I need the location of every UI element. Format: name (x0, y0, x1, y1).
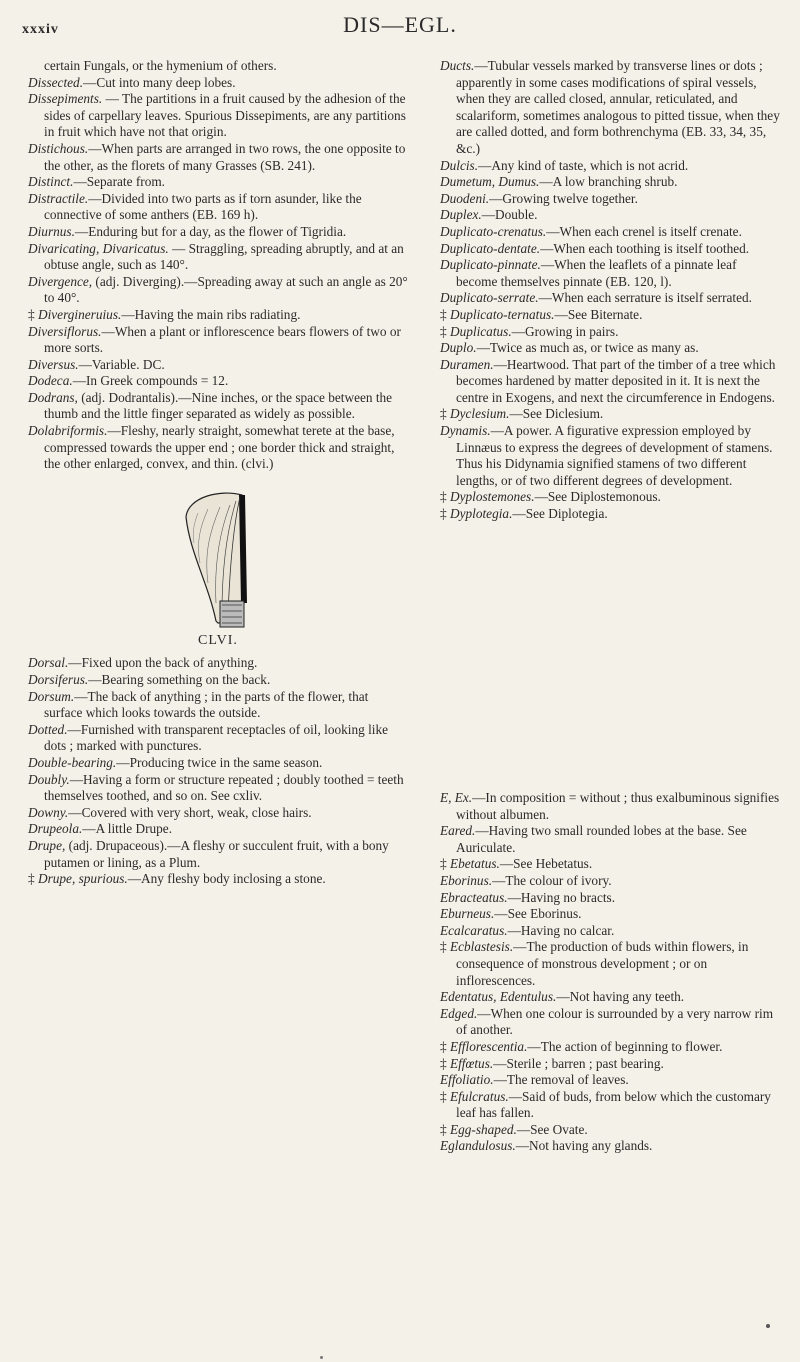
dictionary-entry (440, 1039, 780, 1056)
entry-headword: Dulcis. (440, 157, 479, 173)
dictionary-entry (440, 923, 780, 940)
entry-headword: Doubly. (28, 771, 70, 787)
entry-headword: Effoliatio. (440, 1072, 494, 1088)
dictionary-entry (440, 158, 780, 175)
entry-definition: —Cut into many deep lobes. (83, 74, 236, 90)
entry-definition: —See Diplotegia. (512, 506, 608, 522)
dagger-mark: ‡ (440, 406, 450, 422)
dagger-mark: ‡ (440, 489, 450, 505)
entry-definition: —Fixed upon the back of anything. (68, 655, 258, 671)
entry-definition: —Tubular vessels marked by transverse lines or dots ; apparently in some cases modifications of spiral vessels, when they are called closed, annular, reticulated, and scalariform, sometimes analogous to pitted tissue, when they are called dotted, and form bothrenchyma (EB. 33, 34, 35, &c.) (456, 58, 780, 156)
dictionary-entry (28, 871, 408, 888)
dictionary-entry (440, 790, 780, 823)
entry-headword: Efulcratus. (449, 1088, 509, 1104)
dictionary-entry (28, 241, 408, 274)
entry-headword: Ducts. (440, 58, 475, 73)
dictionary-entry (440, 423, 780, 489)
left-bottom-entries (28, 655, 408, 887)
dagger-mark: ‡ (440, 323, 450, 339)
dagger-mark: ‡ (440, 856, 450, 872)
entry-headword: Drupe, spurious. (37, 871, 128, 887)
dictionary-entry (28, 423, 408, 473)
dictionary-entry (28, 58, 408, 75)
dictionary-entry (28, 689, 408, 722)
entry-headword: Ecalcaratus. (440, 922, 508, 938)
entry-headword: Dorsum. (28, 688, 75, 704)
dictionary-entry (440, 1138, 780, 1155)
entry-headword: Distinct. (28, 174, 74, 190)
right-top-entries (440, 58, 780, 523)
dolabriform-leaf-illustration (158, 483, 268, 631)
dictionary-entry (440, 1089, 780, 1122)
dagger-mark: ‡ (28, 306, 38, 322)
entry-headword: Egg-shaped. (449, 1121, 517, 1137)
entry-headword: Dissepiments. (28, 91, 103, 107)
entry-definition: —Any kind of taste, which is not acrid. (478, 157, 689, 173)
running-head: DIS—EGL. (343, 12, 457, 37)
dictionary-entry (28, 174, 408, 191)
entry-definition: —Variable. DC. (78, 356, 165, 372)
figure-caption: CLVI. (198, 632, 238, 648)
entry-definition: —In Greek compounds = 12. (72, 373, 229, 389)
entry-definition: —Enduring but for a day, as the flower of Tigridia. (74, 223, 347, 239)
entry-definition: —Any fleshy body inclosing a stone. (127, 871, 326, 887)
entry-headword: Duplicato-pinnate. (440, 257, 541, 273)
entry-definition: —Not having any teeth. (556, 989, 685, 1005)
entry-headword: Dynamis. (440, 423, 491, 439)
entry-definition: —Having the main ribs radiating. (121, 306, 301, 322)
dictionary-entry (440, 207, 780, 224)
dictionary-entry (28, 191, 408, 224)
entry-headword: Effœtus. (449, 1055, 494, 1071)
entry-definition: —A power. A figurative expression employed by Linnæus to express the degrees of development of stamens. Thus his Didynamia signified stamens of two different lengths, or of two different degrees of development. (456, 423, 773, 488)
dagger-mark: ‡ (440, 306, 450, 322)
entry-definition: —Divided into two parts as if torn asunder, like the connective of some anthers (EB. 169 h). (44, 190, 362, 223)
entry-headword: Drupeola. (28, 821, 83, 837)
dictionary-entry (440, 1006, 780, 1039)
entry-headword: Dumetum, Dumus. (440, 174, 540, 190)
dictionary-entry (440, 890, 780, 907)
entry-definition: —Not having any glands. (515, 1138, 653, 1154)
entry-headword: Diversus. (28, 356, 79, 372)
entry-headword: Divaricating, Divaricatus. (28, 240, 169, 256)
entry-definition: —Separate from. (73, 174, 166, 190)
entry-definition: —Having a form or structure repeated ; doubly toothed = teeth themselves toothed, and so on. See cxliv. (44, 771, 404, 804)
dictionary-entry (440, 1122, 780, 1139)
figure-clvi (28, 483, 408, 631)
dictionary-entry (440, 257, 780, 290)
entry-headword: Duplicato-ternatus. (449, 306, 555, 322)
entry-headword: Duplicato-serrate. (440, 290, 539, 306)
dictionary-entry (28, 672, 408, 689)
entry-headword: Eglandulosus. (440, 1138, 516, 1154)
entry-definition: —When parts are arranged in two rows, the one opposite to the other, as the florets of many Grasses (SB. 241). (44, 140, 406, 173)
entry-headword: Dorsiferus. (28, 672, 89, 688)
dictionary-entry (440, 989, 780, 1006)
entry-definition: —Furnished with transparent receptacles of oil, looking like dots ; marked with punctures. (44, 721, 389, 754)
entry-headword: Diversiflorus. (28, 323, 102, 339)
entry-definition: —When each crenel is itself crenate. (546, 223, 742, 239)
entry-headword: Diurnus. (28, 223, 75, 239)
right-bottom-entries (440, 790, 780, 1155)
left-column (28, 58, 408, 888)
entry-definition: —In composition = without ; thus exalbuminous signifies without albumen. (456, 790, 780, 822)
entry-headword: Downy. (28, 804, 69, 820)
entry-definition: —Growing in pairs. (511, 323, 619, 339)
dagger-mark: ‡ (28, 871, 38, 887)
entry-definition: —A low branching shrub. (539, 174, 678, 190)
entry-definition: —A little Drupe. (82, 821, 173, 837)
entry-definition: —The colour of ivory. (492, 872, 612, 888)
entry-headword: Duplicato-dentate. (440, 240, 541, 256)
dictionary-entry (28, 805, 408, 822)
entry-headword: Dodrans, (28, 389, 78, 405)
entry-definition: —Producing twice in the same season. (116, 755, 323, 770)
entry-headword: Duramen. (440, 356, 494, 372)
dictionary-entry (440, 906, 780, 923)
dictionary-entry (28, 772, 408, 805)
entry-definition: —The action of beginning to flower. (527, 1038, 723, 1054)
left-top-entries (28, 58, 408, 473)
entry-headword: Eborinus. (440, 872, 493, 888)
dictionary-entry (440, 506, 780, 523)
dictionary-entry (440, 58, 780, 158)
entry-definition: (adj. Diverging).—Spreading away at such an angle as 20° to 40°. (44, 273, 408, 306)
dictionary-entry (28, 821, 408, 838)
entry-definition: —Twice as much as, or twice as many as. (476, 340, 699, 356)
entry-definition: —Having no bracts. (507, 889, 616, 905)
entry-definition: —Heartwood. That part of the timber of a tree which becomes hardened by matter deposited in it. It is next the centre in Exogens, and next the circumference in Endogens. (456, 356, 776, 405)
entry-headword: Duplicatus. (449, 323, 512, 339)
right-column-bottom (440, 790, 780, 1155)
entry-headword: Eburneus. (440, 906, 495, 922)
dictionary-entry (440, 489, 780, 506)
ink-dot (320, 1356, 323, 1359)
entry-headword: Ecblastesis. (449, 939, 514, 955)
entry-headword: Ebracteatus. (440, 889, 508, 905)
entry-definition: (adj. Dodrantalis).—Nine inches, or the space between the thumb and the little finger separated as widely as possible. (44, 389, 393, 422)
entry-definition: —Sterile ; barren ; past bearing. (493, 1055, 664, 1071)
dictionary-entry (440, 939, 780, 989)
entry-definition: —See Biternate. (554, 306, 643, 322)
dictionary-entry (28, 373, 408, 390)
entry-definition: —Having no calcar. (507, 922, 615, 938)
entry-headword: Duplex. (440, 207, 482, 223)
page-number: xxxiv (22, 22, 59, 37)
dictionary-entry (440, 174, 780, 191)
right-column-top (440, 58, 780, 523)
dictionary-entry (28, 324, 408, 357)
dictionary-entry (28, 755, 408, 772)
ink-dot (766, 1324, 770, 1328)
entry-headword: Dorsal. (28, 655, 69, 671)
dictionary-entry (440, 873, 780, 890)
entry-definition: —Double. (481, 207, 538, 223)
entry-definition: —The back of anything ; in the parts of the flower, that surface which looks towards the outside. (44, 688, 369, 721)
entry-definition: —Covered with very short, weak, close hairs. (68, 804, 312, 820)
entry-definition: certain Fungals, or the hymenium of others. (44, 58, 277, 73)
entry-headword: Dissected. (28, 74, 84, 90)
entry-definition: —See Ovate. (516, 1121, 588, 1137)
entry-definition: (adj. Drupaceous).—A fleshy or succulent fruit, with a bony putamen or lining, as a Plum. (44, 837, 389, 870)
dictionary-entry (440, 357, 780, 407)
entry-headword: Dyclesium. (449, 406, 510, 422)
entry-definition: — Straggling, spreading abruptly, and at an obtuse angle, such as 140°. (44, 240, 404, 273)
entry-headword: Dyplotegia. (449, 506, 513, 522)
dictionary-entry (28, 75, 408, 92)
entry-definition: —See Hebetatus. (499, 856, 593, 872)
entry-definition: —Said of buds, from below which the customary leaf has fallen. (456, 1088, 771, 1121)
entry-definition: — The partitions in a fruit caused by the adhesion of the sides of carpellary leaves. Spurious Dissepiments, are any partitions in fruit which have not that origin. (44, 91, 406, 140)
entry-definition: —Having two small rounded lobes at the base. See Auriculate. (456, 823, 747, 855)
entry-headword: Efflorescentia. (449, 1038, 528, 1054)
dagger-mark: ‡ (440, 939, 450, 955)
dictionary-entry (28, 357, 408, 374)
entry-definition: —The removal of leaves. (493, 1072, 629, 1088)
entry-headword: Divergence, (28, 273, 93, 289)
entry-headword: Dodeca. (28, 373, 73, 389)
entry-definition: —When one colour is surrounded by a very narrow rim of another. (456, 1005, 774, 1038)
dictionary-entry (28, 390, 408, 423)
dictionary-entry (28, 655, 408, 672)
entry-headword: Ebetatus. (449, 856, 500, 872)
entry-headword: Dolabriformis. (28, 423, 108, 439)
dictionary-entry (440, 307, 780, 324)
dictionary-entry (28, 307, 408, 324)
entry-headword: Dyplostemones. (449, 489, 535, 505)
entry-definition: —When the leaflets of a pinnate leaf become themselves pinnate (EB. 120, l). (456, 257, 737, 289)
dictionary-entry (28, 141, 408, 174)
dagger-mark: ‡ (440, 1038, 450, 1054)
dictionary-entry (440, 823, 780, 856)
entry-headword: Eared. (440, 823, 476, 839)
entry-headword: Distichous. (28, 140, 89, 156)
entry-definition: —Growing twelve together. (489, 190, 638, 206)
dictionary-entry (28, 224, 408, 241)
entry-headword: Distractile. (28, 190, 89, 206)
entry-headword: Double-bearing. (28, 755, 117, 770)
dictionary-entry (440, 324, 780, 341)
entry-headword: Dotted. (28, 721, 68, 737)
entry-definition: —Bearing something on the back. (88, 672, 271, 688)
dictionary-entry (440, 224, 780, 241)
entry-headword: Edentatus, Edentulus. (440, 989, 557, 1005)
dagger-mark: ‡ (440, 1088, 450, 1104)
entry-definition: —See Eborinus. (494, 906, 582, 922)
dagger-mark: ‡ (440, 1055, 450, 1071)
entry-definition: —Fleshy, nearly straight, somewhat terete at the base, compressed towards the upper end ; one border thick and straight, the other enlarged, convex, and thin. (clvi.) (44, 423, 395, 472)
dictionary-entry (440, 340, 780, 357)
dictionary-entry (440, 1072, 780, 1089)
entry-headword: Duplicato-crenatus. (440, 223, 547, 239)
entry-definition: —See Diplostemonous. (534, 489, 661, 505)
dictionary-entry (440, 241, 780, 258)
entry-headword: Duodeni. (440, 190, 490, 206)
dictionary-entry (28, 274, 408, 307)
dictionary-entry (440, 191, 780, 208)
entry-headword: Duplo. (440, 340, 477, 356)
dagger-mark: ‡ (440, 506, 450, 522)
dictionary-entry (440, 1056, 780, 1073)
entry-definition: —When each toothing is itself toothed. (540, 240, 750, 256)
dictionary-entry (28, 722, 408, 755)
entry-definition: —When each serrature is itself serrated. (538, 290, 752, 306)
dictionary-entry (28, 838, 408, 871)
entry-headword: Edged. (440, 1005, 478, 1021)
dagger-mark: ‡ (440, 1121, 450, 1137)
entry-headword: Divergineruius. (37, 306, 122, 322)
entry-definition: —The production of buds within flowers, in consequence of monstrous development ; or on inflorescences. (456, 939, 749, 988)
dictionary-entry (440, 406, 780, 423)
entry-headword: Drupe, (28, 837, 66, 853)
entry-headword: E, Ex. (440, 790, 473, 805)
dictionary-entry (28, 91, 408, 141)
dictionary-entry (440, 856, 780, 873)
entry-definition: —See Diclesium. (509, 406, 604, 422)
dictionary-entry (440, 290, 780, 307)
entry-definition: —When a plant or inflorescence bears flowers of two or more sorts. (44, 323, 401, 356)
